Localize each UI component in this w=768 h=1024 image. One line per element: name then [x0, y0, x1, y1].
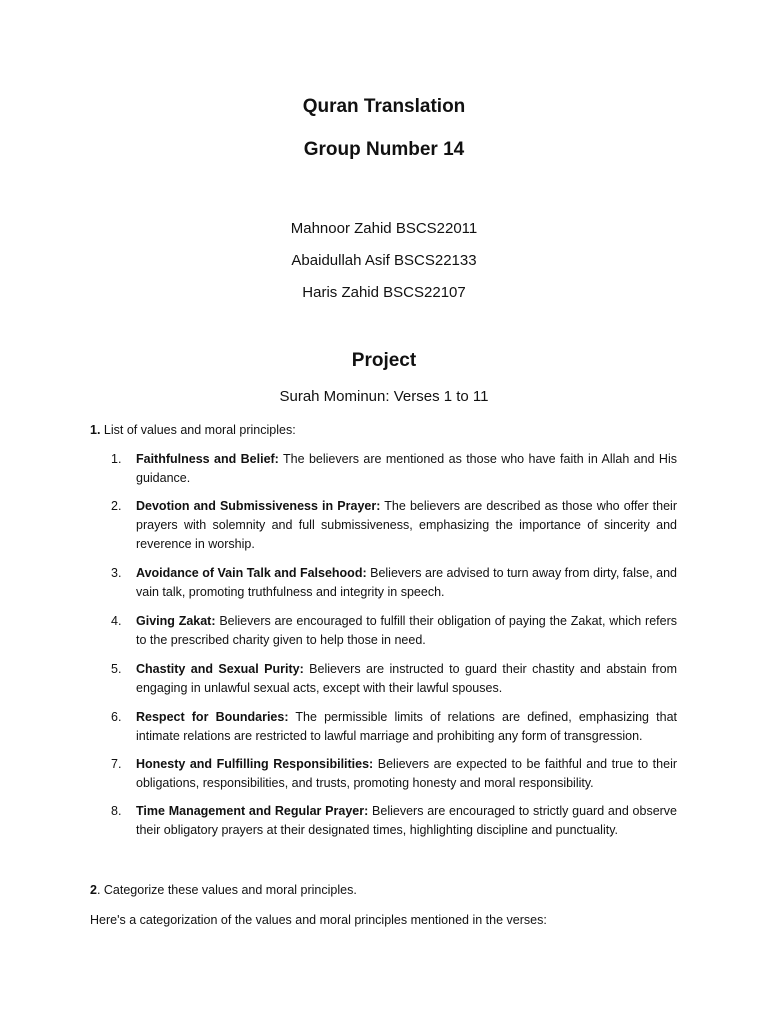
- list-item-text: Believers are instructed to guard their chastity and abstain from engaging in unlawful sexual acts, except with their lawful spouses.: [136, 662, 677, 695]
- list-item-number: 2.: [111, 499, 122, 513]
- question-number: 1.: [90, 423, 101, 437]
- project-subtitle: Surah Mominun: Verses 1 to 11: [279, 388, 489, 405]
- document-title: Quran Translation: [302, 96, 466, 117]
- author-id: BSCS22133: [394, 252, 477, 269]
- author-name: Haris Zahid: [302, 284, 379, 301]
- author-line: [0, 251, 768, 271]
- list-item-title: Avoidance of Vain Talk and Falsehood:: [136, 566, 367, 580]
- list-item-text: Believers are expected to be faithful and true to their obligations, responsibilities, and trusts, promoting honesty and moral responsibility.: [136, 757, 678, 790]
- list-item: [111, 755, 677, 793]
- author-name: Mahnoor Zahid: [290, 220, 392, 237]
- question-2: [90, 882, 357, 898]
- question-text: List of values and moral principles:: [100, 423, 296, 437]
- list-item-title: Giving Zakat:: [136, 614, 216, 628]
- list-item-title: Devotion and Submissiveness in Prayer:: [136, 499, 381, 513]
- list-item-text: The believers are described as those who offer their prayers with solemnity and full submissiveness, emphasizing the importance of sincerity and reverence in worship.: [136, 499, 677, 551]
- list-item-title: Honesty and Fulfilling Responsibilities:: [136, 757, 374, 771]
- list-item-number: 1.: [111, 452, 122, 466]
- list-item-text: The permissible limits of relations are defined, emphasizing that intimate relations are restricted to lawful marriage and prohibiting any form of transgression.: [136, 710, 677, 743]
- group-number: Group Number 14: [303, 139, 465, 160]
- categorization-intro: Here's a categorization of the values and moral principles mentioned in the verses:: [90, 913, 547, 927]
- question-1: [90, 422, 296, 438]
- list-item: [111, 564, 677, 602]
- list-item-title: Time Management and Regular Prayer:: [136, 804, 369, 818]
- author-line: [0, 283, 768, 303]
- list-item: [111, 802, 677, 840]
- question-number: 2: [90, 883, 97, 897]
- list-item-text: Believers are encouraged to fulfill their obligation of paying the Zakat, which refers to the prescribed charity given to help those in need.: [136, 614, 677, 647]
- list-item-number: 6.: [111, 710, 122, 724]
- list-item: [111, 450, 677, 488]
- list-item: [111, 660, 677, 698]
- question-text: . Categorize these values and moral principles.: [96, 883, 357, 897]
- list-item-title: Respect for Boundaries:: [136, 710, 289, 724]
- list-item: [111, 497, 677, 554]
- list-item: [111, 708, 677, 746]
- list-item-number: 8.: [111, 804, 122, 818]
- author-line: [0, 219, 768, 239]
- project-heading: Project: [351, 350, 417, 371]
- list-item: [111, 612, 677, 650]
- list-item-text: Believers are encouraged to strictly guard and observe their obligatory prayers at their designated times, highlighting discipline and punctuality.: [136, 804, 678, 837]
- author-id: BSCS22011: [395, 220, 478, 237]
- author-id: BSCS22107: [383, 284, 466, 301]
- list-item-title: Faithfulness and Belief:: [136, 452, 279, 466]
- list-item-number: 5.: [111, 662, 122, 676]
- list-item-number: 7.: [111, 757, 122, 771]
- list-item-number: 3.: [111, 566, 122, 580]
- list-item-number: 4.: [111, 614, 122, 628]
- list-item-text: The believers are mentioned as those who have faith in Allah and His guidance.: [136, 452, 677, 485]
- author-name: Abaidullah Asif: [291, 252, 390, 269]
- list-item-text: Believers are advised to turn away from dirty, false, and vain talk, promoting truthfulness and integrity in speech.: [136, 566, 677, 599]
- list-item-title: Chastity and Sexual Purity:: [136, 662, 304, 676]
